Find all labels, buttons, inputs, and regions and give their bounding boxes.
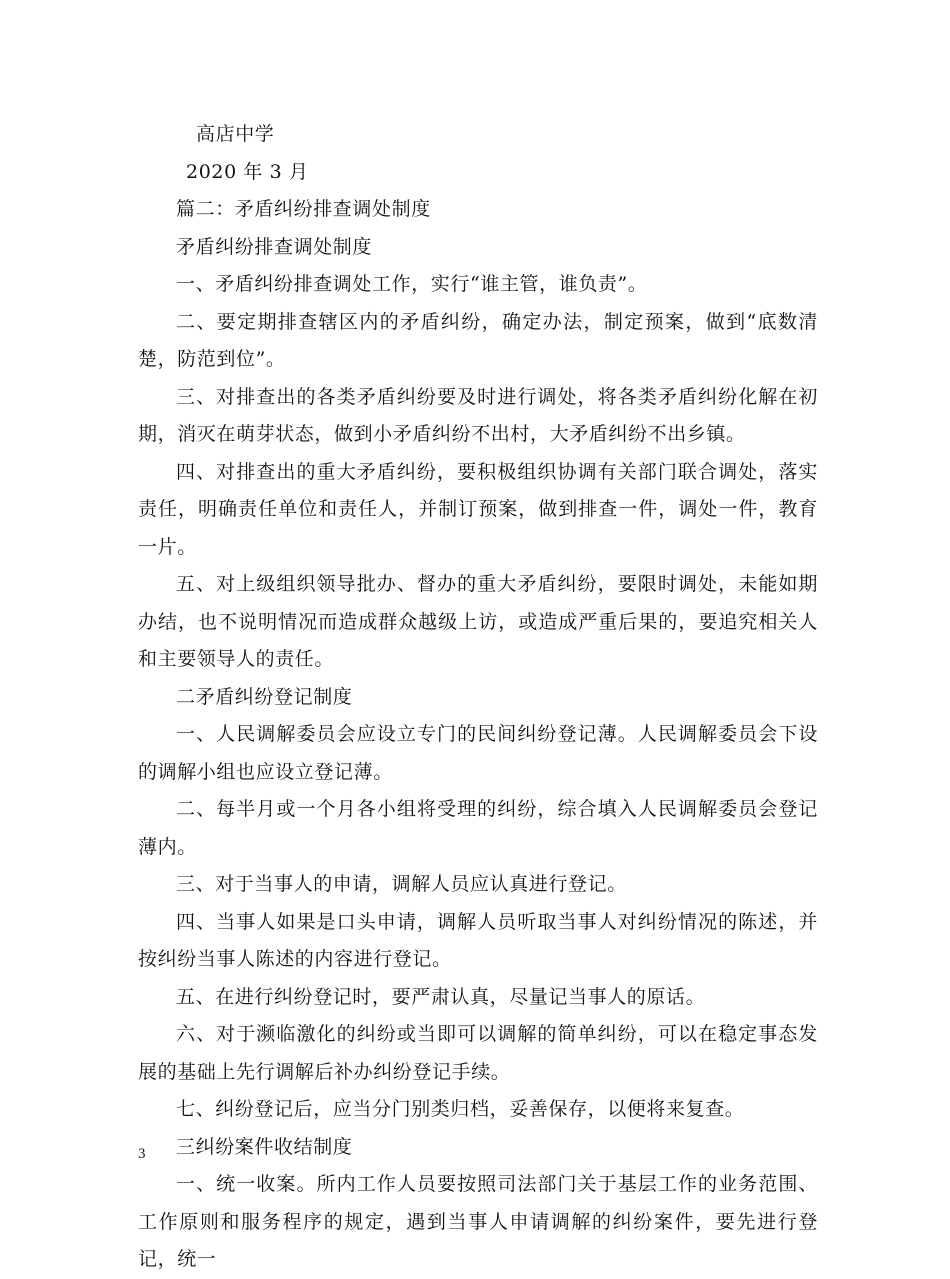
paragraph: 一、人民调解委员会应设立专门的民间纠纷登记薄。人民调解委员会下设的调解小组也应设立登记薄。 — [138, 723, 818, 783]
paragraph: 四、当事人如果是口头申请，调解人员听取当事人对纠纷情况的陈述，并按纠纷当事人陈述的内容进行登记。 — [138, 910, 818, 970]
signature-date: 2020 年 3 月 — [186, 160, 309, 183]
paragraph: 四、对排查出的重大矛盾纠纷，要积极组织协调有关部门联合调处，落实责任，明确责任单位和责任人，并制订预案，做到排查一件，调处一件，教育一片。 — [138, 460, 818, 558]
heading-registration: 二矛盾纠纷登记制度 — [176, 685, 353, 708]
document-body — [138, 116, 818, 1279]
paragraph: 三、对于当事人的申请，调解人员应认真进行登记。 — [176, 873, 627, 895]
paragraph: 六、对于濒临激化的纠纷或当即可以调解的简单纠纷，可以在稳定事态发展的基础上先行调解后补办纠纷登记手续。 — [138, 1023, 818, 1083]
paragraph: 五、对上级组织领导批办、督办的重大矛盾纠纷，要限时调处，未能如期办结，也不说明情况而造成群众越级上访，或造成严重后果的，要追究相关人和主要领导人的责任。 — [138, 573, 818, 670]
paragraph: 一、矛盾纠纷排查调处工作，实行“谁主管，谁负责”。 — [176, 273, 648, 295]
paragraph: 一、统一收案。所内工作人员要按照司法部门关于基层工作的业务范围、工作原则和服务程序的规定，遇到当事人申请调解的纠纷案件，要先进行登记，统一 — [138, 1173, 818, 1270]
paragraph: 五、在进行纠纷登记时，要严肃认真，尽量记当事人的原话。 — [176, 985, 706, 1008]
paragraph: 三、对排查出的各类矛盾纠纷要及时进行调处，将各类矛盾纠纷化解在初期，消灭在萌芽状态，做到小矛盾纠纷不出村，大矛盾纠纷不出乡镇。 — [138, 385, 818, 445]
paragraph: 二、每半月或一个月各小组将受理的纠纷，综合填入人民调解委员会登记薄内。 — [138, 798, 818, 858]
paragraph: 七、纠纷登记后，应当分门别类归档，妥善保存，以便将来复查。 — [176, 1098, 745, 1120]
signature-org: 高店中学 — [196, 123, 275, 145]
paragraph: 二、要定期排查辖区内的矛盾纠纷，确定办法，制定预案，做到“底数清楚，防范到位”。 — [138, 310, 818, 370]
section-title: 篇二：矛盾纠纷排查调处制度 — [176, 198, 431, 220]
sub-title: 矛盾纠纷排查调处制度 — [176, 235, 373, 258]
heading-case-closing: 三纠纷案件收结制度 — [176, 1135, 353, 1158]
page-number: 3 — [138, 1146, 146, 1162]
